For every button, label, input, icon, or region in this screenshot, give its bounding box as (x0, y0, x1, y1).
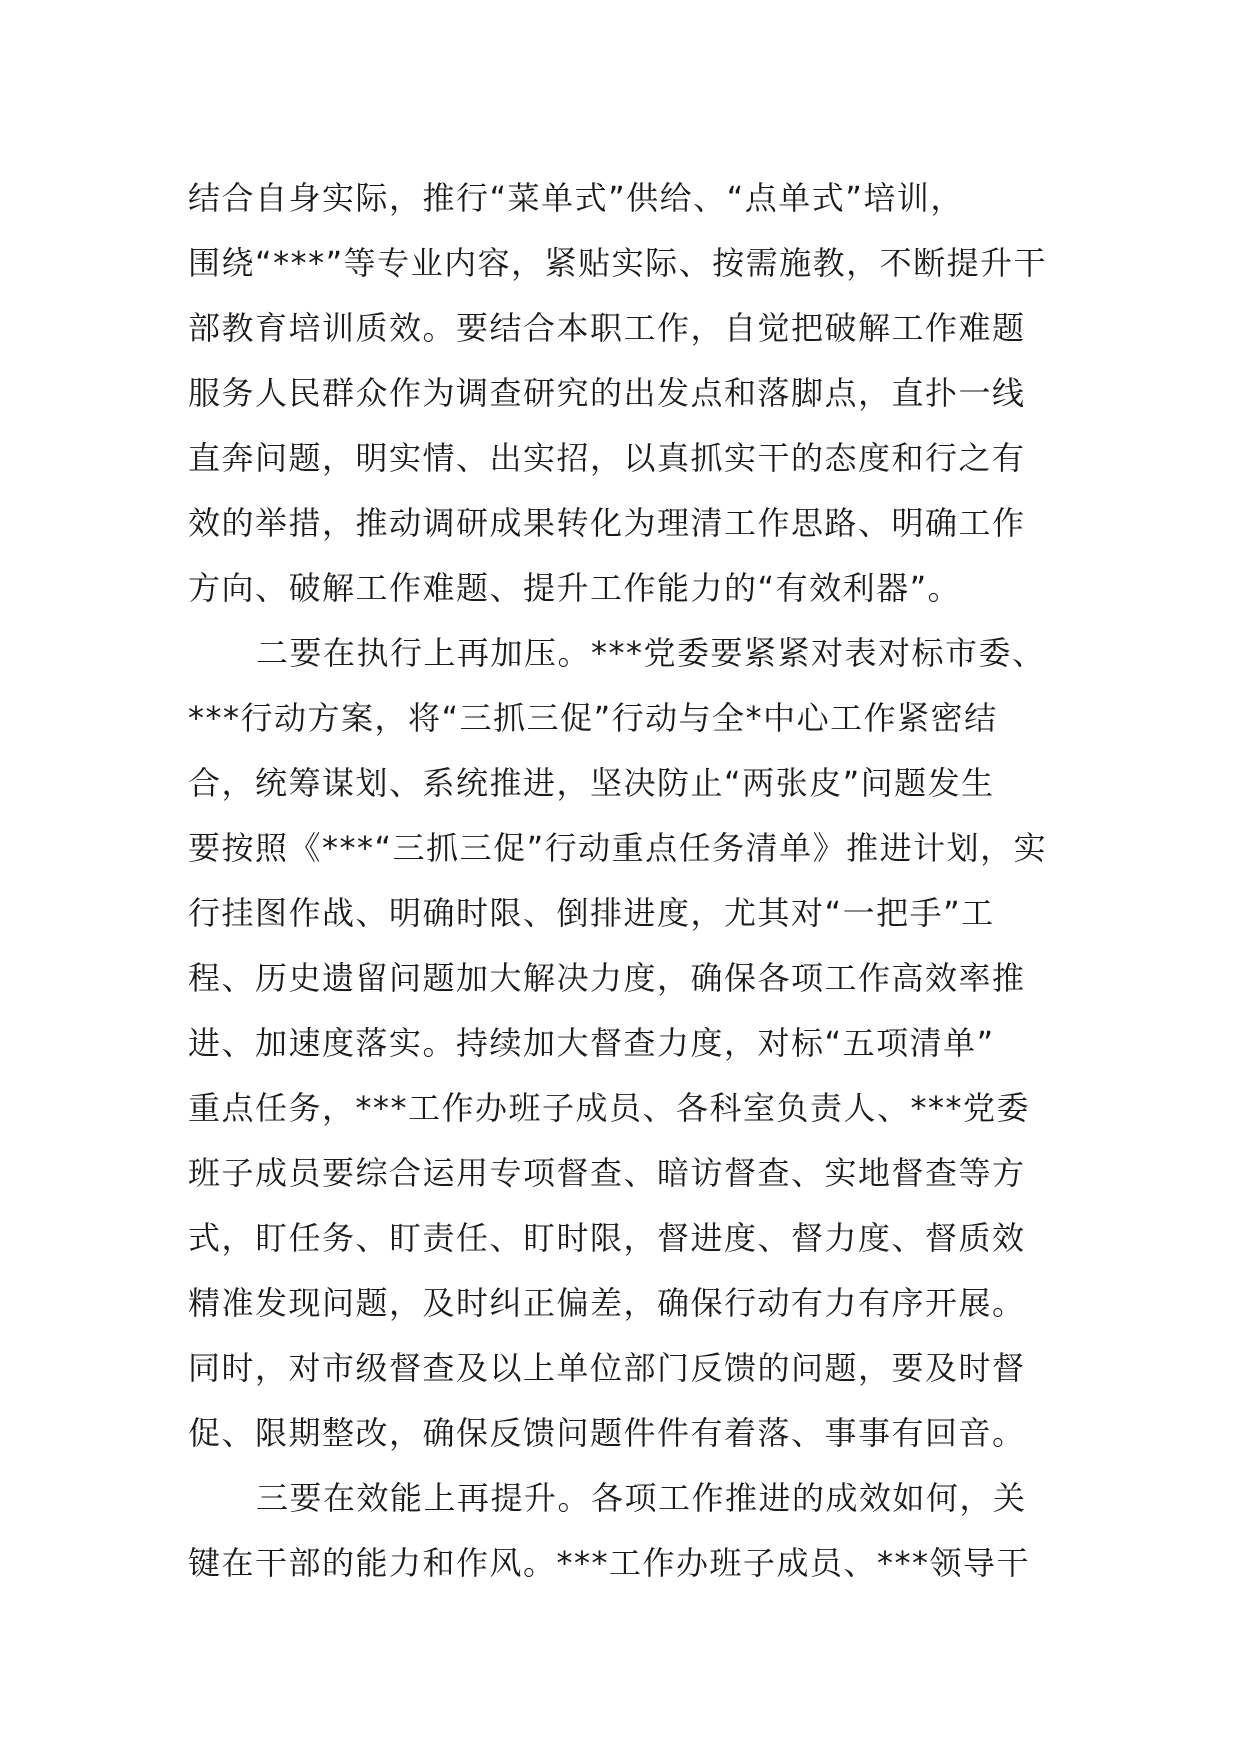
text-line: 同时，对市级督查及以上单位部门反馈的问题，要及时督 (188, 1349, 1026, 1387)
text-line: ***行动方案，将“三抓三促”行动与全*中心工作紧密结 (188, 699, 998, 737)
text-line: 合，统筹谋划、系统推进，坚决防止“两张皮”问题发生 (188, 764, 995, 802)
text-line: 围绕“***”等专业内容，紧贴实际、按需施教，不断提升干 (188, 244, 1048, 282)
text-line: 行挂图作战、明确时限、倒排进度，尤其对“一把手”工 (188, 894, 995, 932)
text-line: 式，盯任务、盯责任、盯时限，督进度、督力度、督质效 (188, 1219, 1026, 1257)
text-line: 程、历史遗留问题加大解决力度，确保各项工作高效率推 (188, 959, 1026, 997)
text-line: 结合自身实际，推行“菜单式”供给、“点单式”培训， (188, 179, 964, 217)
text-line: 要按照《***“三抓三促”行动重点任务清单》推进计划，实 (188, 829, 1048, 867)
text-line: 部教育培训质效。要结合本职工作，自觉把破解工作难题 (188, 309, 1026, 347)
text-line: 精准发现问题，及时纠正偏差，确保行动有力有序开展。 (188, 1284, 1026, 1322)
paragraph-start-line: 二要在执行上再加压。***党委要紧紧对表对标市委、 (256, 634, 1046, 672)
text-line: 方向、破解工作难题、提升工作能力的“有效利器”。 (188, 569, 962, 607)
text-line: 键在干部的能力和作风。***工作办班子成员、***领导干 (188, 1544, 1031, 1582)
text-line: 重点任务，***工作办班子成员、各科室负责人、***党委 (188, 1089, 1031, 1127)
text-line: 直奔问题，明实情、出实招，以真抓实干的态度和行之有 (188, 439, 1026, 477)
text-line: 进、加速度落实。持续加大督查力度，对标“五项清单” (188, 1024, 995, 1062)
text-line: 效的举措，推动调研成果转化为理清工作思路、明确工作 (188, 504, 1026, 542)
body-text (188, 166, 1060, 1596)
paragraph-start-line: 三要在效能上再提升。各项工作推进的成效如何，关 (256, 1479, 1027, 1517)
text-line: 服务人民群众作为调查研究的出发点和落脚点，直扑一线 (188, 374, 1026, 412)
text-line: 班子成员要综合运用专项督查、暗访督查、实地督查等方 (188, 1154, 1026, 1192)
text-line: 促、限期整改，确保反馈问题件件有着落、事事有回音。 (188, 1414, 1026, 1452)
